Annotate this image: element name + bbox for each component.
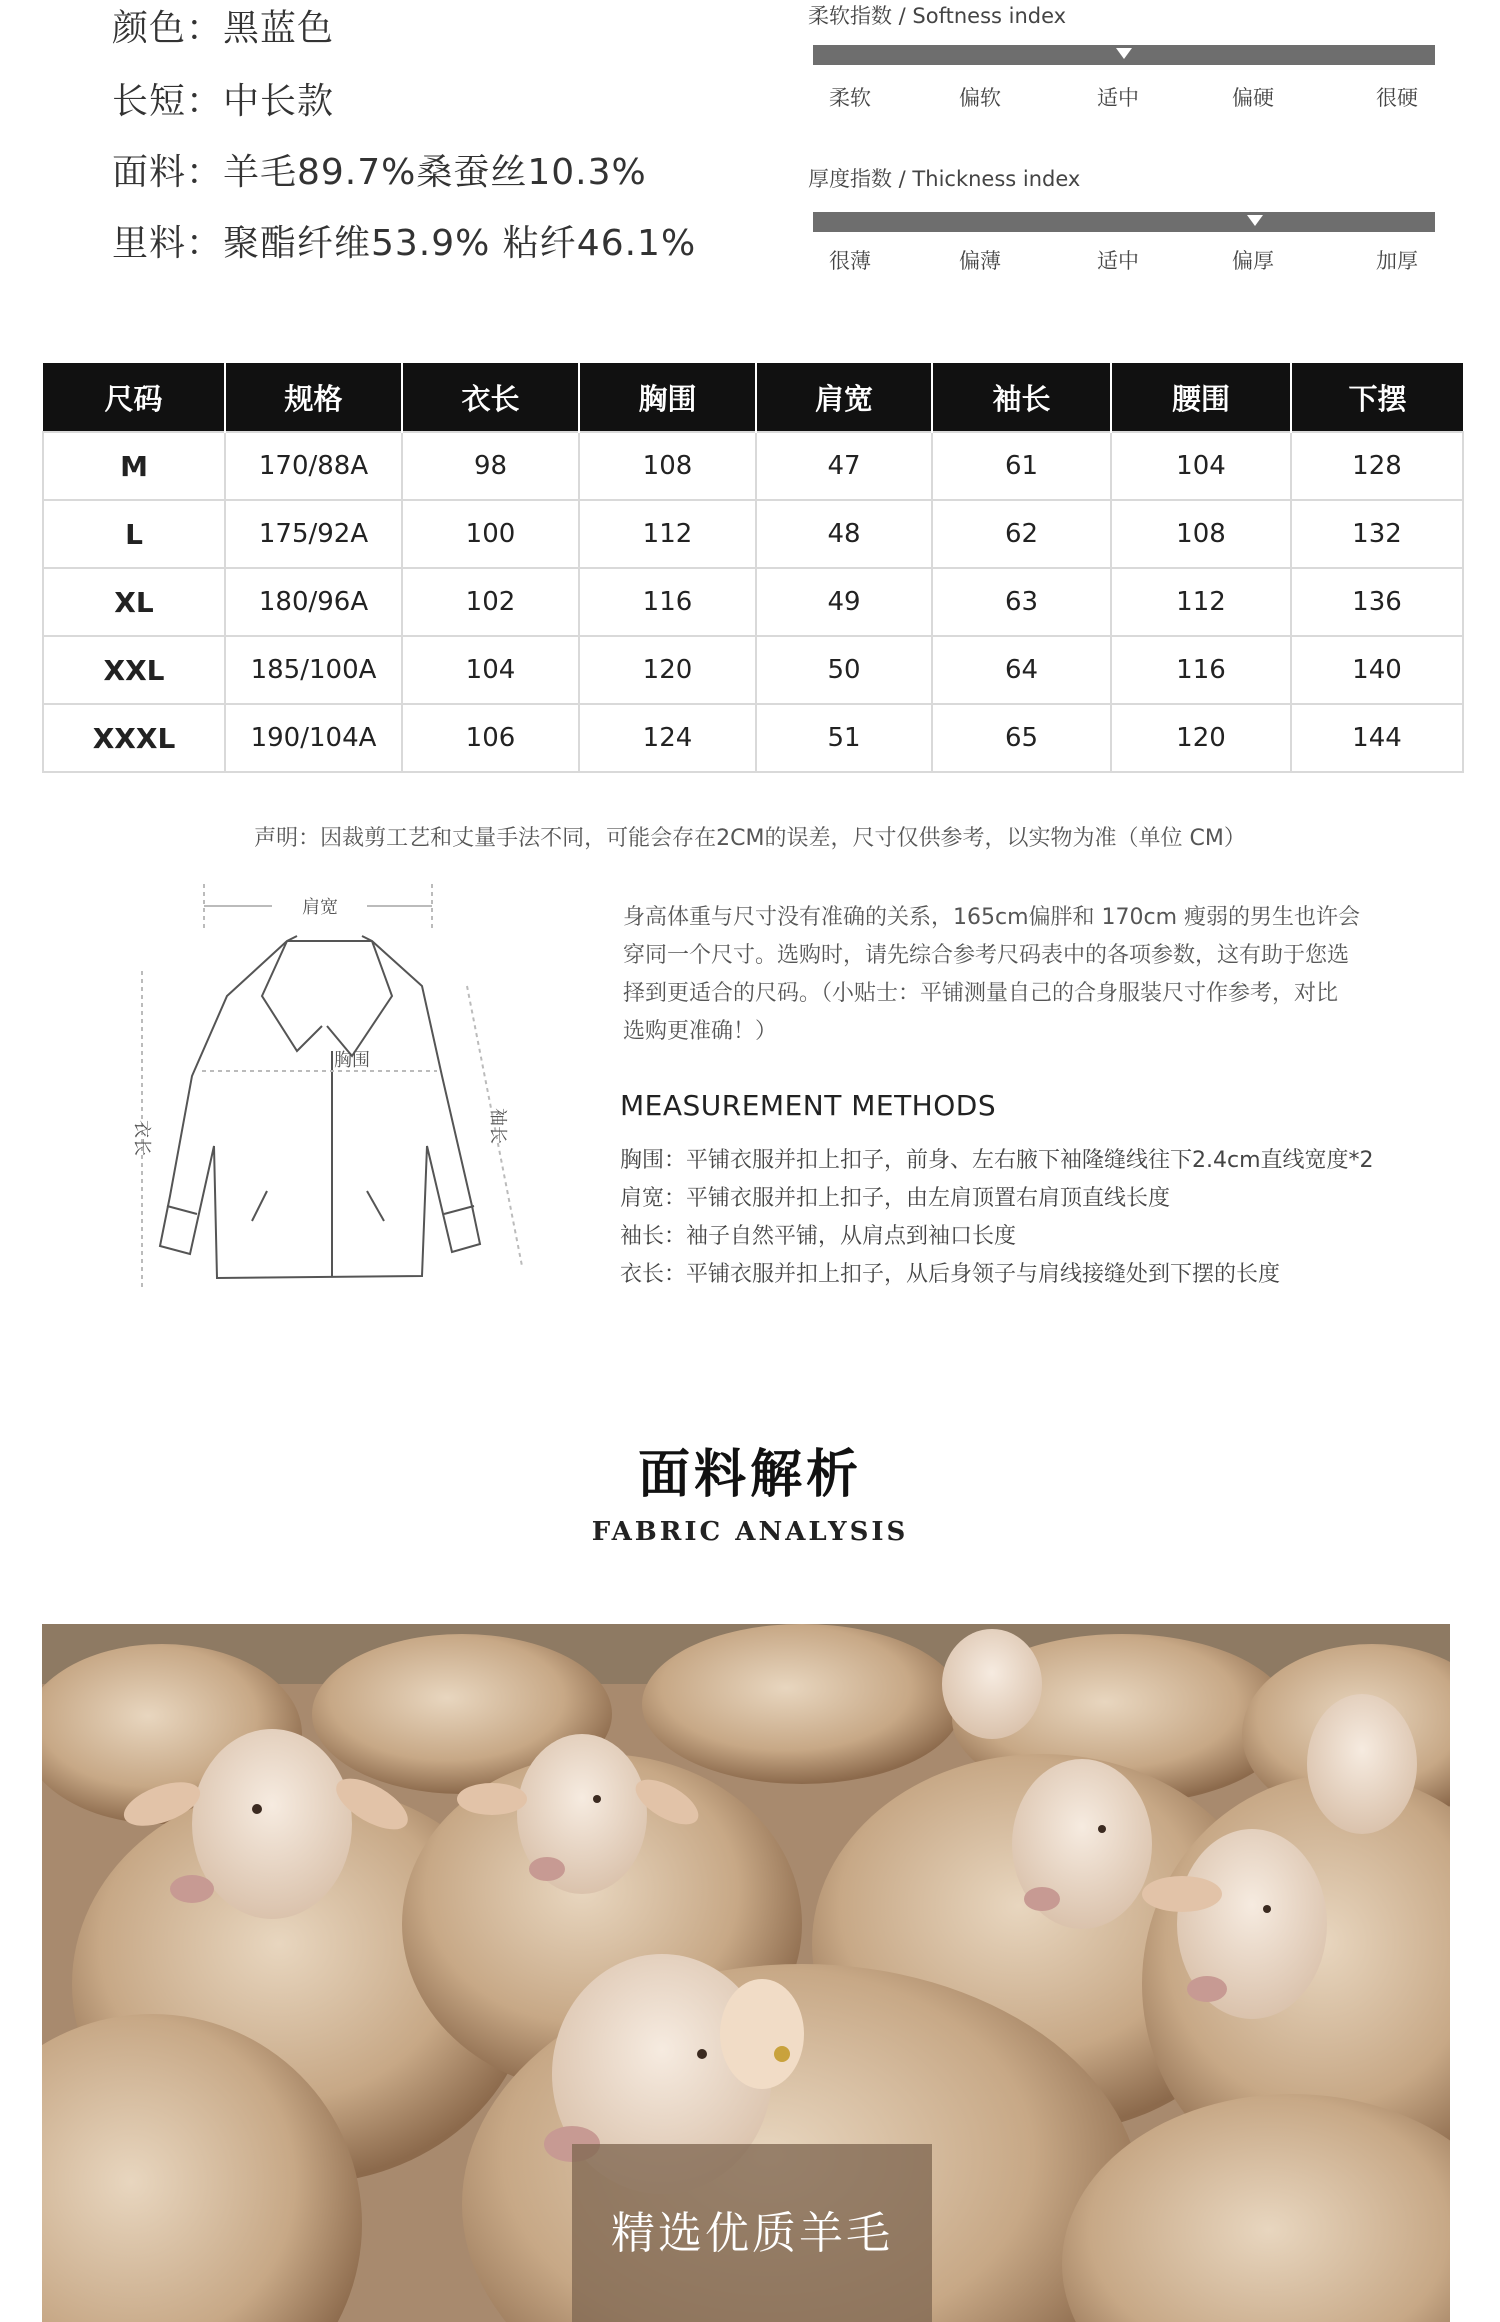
- table-cell: 50: [756, 636, 932, 704]
- chest-label: 胸围: [334, 1050, 370, 1071]
- advice-line: 身高体重与尺寸没有准确的关系，165cm偏胖和 170cm 瘦弱的男生也许会: [623, 905, 1361, 930]
- measurement-method-item: 衣长：平铺衣服并扣上扣子，从后身领子与肩线接缝处到下摆的长度: [620, 1262, 1281, 1287]
- measurement-methods-title: MEASUREMENT METHODS: [620, 1089, 997, 1122]
- thickness-label: 偏薄: [959, 249, 1001, 273]
- table-cell: 51: [756, 704, 932, 772]
- thickness-index-title: 厚度指数 / Thickness index: [808, 167, 1081, 191]
- table-cell: 47: [756, 432, 932, 500]
- softness-label: 偏软: [959, 86, 1001, 110]
- table-cell: M: [43, 432, 225, 500]
- table-cell: 132: [1291, 500, 1463, 568]
- table-cell: 124: [579, 704, 756, 772]
- table-cell: 175/92A: [225, 500, 402, 568]
- table-header-cell: 胸围: [579, 363, 756, 432]
- table-cell: 98: [402, 432, 579, 500]
- table-row: [43, 568, 1463, 636]
- table-cell: 112: [1111, 568, 1291, 636]
- softness-label: 偏硬: [1232, 86, 1274, 110]
- table-cell: 116: [579, 568, 756, 636]
- fabric-analysis-title: 面料解析: [637, 1445, 862, 1505]
- table-cell: 65: [932, 704, 1111, 772]
- lining-info: 里料：聚酯纤维53.9% 粘纤46.1%: [112, 223, 697, 264]
- table-cell: 112: [579, 500, 756, 568]
- advice-line: 择到更适合的尺码。（小贴士：平铺测量自己的合身服装尺寸作参考，对比: [623, 981, 1339, 1006]
- table-cell: 61: [932, 432, 1111, 500]
- softness-index-title: 柔软指数 / Softness index: [808, 4, 1067, 28]
- table-cell: 106: [402, 704, 579, 772]
- table-cell: 170/88A: [225, 432, 402, 500]
- thickness-label: 很薄: [829, 249, 871, 273]
- table-header-cell: 袖长: [932, 363, 1111, 432]
- table-cell: 64: [932, 636, 1111, 704]
- sizing-advice: [623, 899, 1403, 1051]
- size-table: [42, 363, 1464, 773]
- fabric-analysis-subtitle: FABRIC ANALYSIS: [591, 1517, 909, 1547]
- length-info: 长短：中长款: [112, 81, 335, 122]
- measurement-method-item: 胸围：平铺衣服并扣上扣子，前身、左右腋下袖隆缝线往下2.4cm直线宽度*2: [620, 1148, 1374, 1173]
- coat-measurement-diagram: [122, 876, 532, 1296]
- table-cell: 48: [756, 500, 932, 568]
- table-cell: 144: [1291, 704, 1463, 772]
- table-header-cell: 肩宽: [756, 363, 932, 432]
- thickness-index-marker: [1247, 215, 1263, 226]
- thickness-label: 适中: [1097, 249, 1139, 273]
- table-cell: L: [43, 500, 225, 568]
- table-cell: 120: [579, 636, 756, 704]
- length-label: 衣长: [131, 1120, 152, 1156]
- shoulder-label: 肩宽: [302, 897, 338, 918]
- table-row: [43, 500, 1463, 568]
- thickness-index-bar: [813, 212, 1435, 232]
- table-cell: 190/104A: [225, 704, 402, 772]
- table-cell: XXXL: [43, 704, 225, 772]
- softness-label: 柔软: [829, 86, 871, 110]
- table-header-cell: 尺码: [43, 363, 225, 432]
- table-cell: 116: [1111, 636, 1291, 704]
- table-cell: 108: [579, 432, 756, 500]
- advice-line: 选购更准确！）: [623, 1019, 778, 1044]
- table-header-cell: 下摆: [1291, 363, 1463, 432]
- table-cell: 180/96A: [225, 568, 402, 636]
- softness-label: 很硬: [1376, 86, 1418, 110]
- measurement-method-item: 肩宽：平铺衣服并扣上扣子，由左肩顶置右肩顶直线长度: [620, 1186, 1171, 1211]
- table-cell: XL: [43, 568, 225, 636]
- table-cell: 104: [402, 636, 579, 704]
- table-header-cell: 规格: [225, 363, 402, 432]
- sleeve-label: 袖长: [487, 1108, 508, 1144]
- size-disclaimer: 声明：因裁剪工艺和丈量手法不同，可能会存在2CM的误差，尺寸仅供参考，以实物为准（单位 CM）: [254, 826, 1246, 851]
- table-cell: 49: [756, 568, 932, 636]
- table-cell: 102: [402, 568, 579, 636]
- table-cell: 108: [1111, 500, 1291, 568]
- table-cell: 128: [1291, 432, 1463, 500]
- thickness-label: 偏厚: [1232, 249, 1274, 273]
- softness-index-bar: [813, 45, 1435, 65]
- fabric-info: 面料：羊毛89.7%桑蚕丝10.3%: [112, 152, 647, 193]
- table-cell: XXL: [43, 636, 225, 704]
- measurement-method-item: 袖长：袖子自然平铺，从肩点到袖口长度: [620, 1224, 1017, 1249]
- table-cell: 136: [1291, 568, 1463, 636]
- table-cell: 63: [932, 568, 1111, 636]
- table-cell: 104: [1111, 432, 1291, 500]
- table-cell: 62: [932, 500, 1111, 568]
- photo-caption: 精选优质羊毛: [611, 2208, 893, 2259]
- table-row: [43, 432, 1463, 500]
- softness-index-marker: [1116, 48, 1132, 59]
- softness-label: 适中: [1097, 86, 1139, 110]
- table-cell: 140: [1291, 636, 1463, 704]
- table-cell: 100: [402, 500, 579, 568]
- table-cell: 185/100A: [225, 636, 402, 704]
- table-cell: 120: [1111, 704, 1291, 772]
- table-header-cell: 腰围: [1111, 363, 1291, 432]
- table-row: [43, 636, 1463, 704]
- table-header-row: [43, 363, 1463, 432]
- advice-line: 穿同一个尺寸。选购时，请先综合参考尺码表中的各项参数，这有助于您选: [623, 943, 1350, 968]
- thickness-label: 加厚: [1376, 249, 1418, 273]
- color-info: 颜色：黑蓝色: [112, 8, 335, 49]
- table-row: [43, 704, 1463, 772]
- table-header-cell: 衣长: [402, 363, 579, 432]
